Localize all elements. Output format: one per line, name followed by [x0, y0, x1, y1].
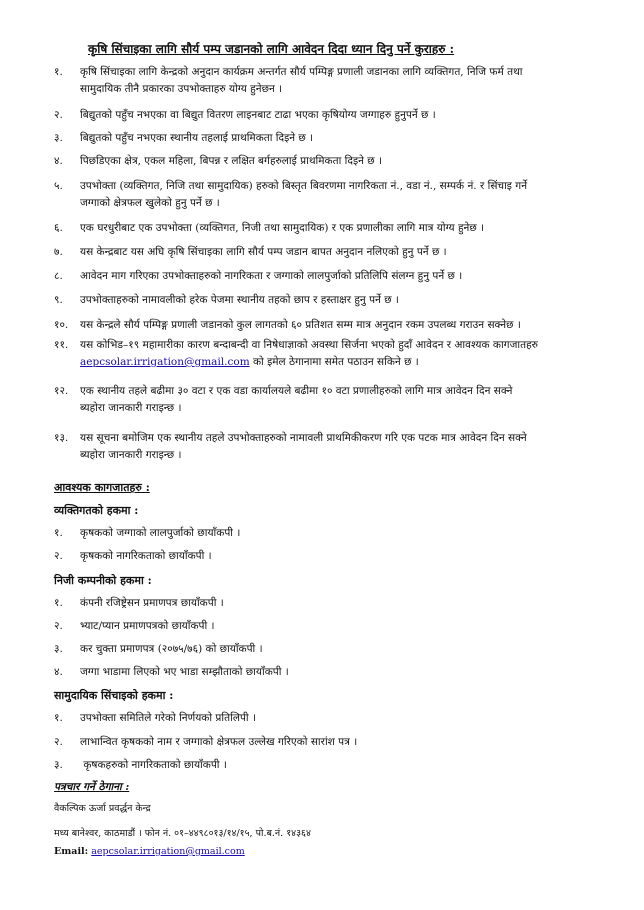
list-item: ३. कर चुक्ता प्रमाणपत्र (२०७५/७६) को छायाँकपी ।	[54, 643, 263, 655]
list-item: १०. यस केन्द्रले सौर्य पम्पिङ्ग प्रणाली जडानको कुल लागतको ६० प्रतिशत सम्म मात्र अनुदान रकम उपलब्ध गराउन सक्नेछ ।	[54, 319, 521, 331]
list-item: ११. यस कोभिड–१९ महामारीका कारण बन्दाबन्दी वा निषेधाज्ञाको अवस्था सिर्जना भएको हुदाँ आवेदन र आवश्यक कागजातहरु aepcsolar.irrigation@gmail.com को इमेल ठेगानामा समेत पठाउन सकिने छ ।	[54, 339, 538, 368]
list-item: २. कृषकको नागरिकताको छायाँकपी ।	[54, 550, 212, 562]
list-item: ९. उपभोक्ताहरुको नामावलीको हरेक पेजमा स्थानीय तहको छाप र हस्ताक्षर हुनु पर्ने छ ।	[54, 294, 399, 306]
contact-heading: पत्रचार गर्ने ठेगाना :	[54, 781, 130, 793]
individual-heading: व्यक्तिगतको हकमा :	[54, 504, 139, 517]
contact-address: मध्य बानेश्वर, काठमाडौं । फोन नं. ०१–४४९८०१३/१४/१५, पो.ब.नं. १४३६४	[54, 828, 311, 839]
list-item: १२. एक स्थानीय तहले बढीमा ३० वटा र एक वडा कार्यालयले बढीमा १० वटा प्रणालीहरुको लागि मात्र आवेदन दिन सक्ने ब्यहोरा जानकारी गराइन्छ ।	[54, 385, 513, 414]
community-heading: सामुदायिक सिंचाइको हकमा :	[54, 689, 174, 702]
list-item: १. कृषकको जग्गाको लालपुर्जाको छायाँकपी ।	[54, 527, 241, 539]
list-item: १३. यस सूचना बमोजिम एक स्थानीय तहले उपभोक्ताहरुको नामावली प्राथमिकीकरण गरि एक पटक मात्र आवेदन दिन सक्ने ब्यहोरा जानकारी गराइन्छ ।	[54, 432, 527, 461]
list-item: ३. बिद्युतको पहुँच नभएका स्थानीय तहलाई प्राथमिकता दिइने छ ।	[54, 132, 314, 144]
list-item: १. कृषि सिंचाइका लागि केन्द्रको अनुदान कार्यक्रम अन्तर्गत सौर्य पम्पिङ्ग प्रणाली जडानका लागि व्यक्तिगत, निजि फर्म तथा सामुदायिक तीनै प्रकारका उपभोक्ताहरु योग्य हुनेछन ।	[54, 66, 523, 95]
email-label: Email:	[54, 846, 89, 857]
list-item: २. लाभान्वित कृषकको नाम र जग्गाको क्षेत्रफल उल्लेख गरिएको सारांश पत्र ।	[54, 736, 358, 748]
list-item: २. बिद्युतको पहुँच नभएका वा बिद्युत वितरण लाइनबाट टाढा भएका कृषियोग्य जग्गाहरु हुनुपर्ने छ ।	[54, 109, 436, 121]
contact-email-line	[54, 846, 245, 857]
private-heading: निजी कम्पनीको हकमा :	[54, 574, 152, 587]
list-item: १. उपभोक्ता समितिले गरेको निर्णयको प्रतिलिपी ।	[54, 712, 256, 724]
page-title: कृषि सिंचाइका लागि सौर्य पम्प जडानको लागि आवेदन दिदा ध्यान दिनु पर्ने कुराहरु :	[88, 42, 455, 56]
email-link[interactable]: aepcsolar.irrigation@gmail.com	[80, 356, 250, 368]
list-item: ३. कृषकहरुको नागरिकताको छायाँकपी ।	[54, 759, 227, 771]
docs-heading: आवश्यक कागजातहरु :	[54, 481, 150, 494]
list-item: ४. जग्गा भाडामा लिएको भए भाडा सम्झौताको छायाँकपी ।	[54, 666, 289, 678]
list-item: २. भ्याट/प्यान प्रमाणपत्रको छायाँकपी ।	[54, 620, 215, 632]
list-item: ७. यस केन्द्रबाट यस अघि कृषि सिंचाइका लागि सौर्य पम्प जडान बापत अनुदान नलिएको हुनु पर्ने छ ।	[54, 246, 447, 258]
list-item: १. कंपनी रजिष्ट्रेसन प्रमाणपत्र छायाँकपी ।	[54, 597, 224, 609]
list-item: ६. एक घरधुरीबाट एक उपभोक्ता (व्यक्तिगत, निजी तथा सामुदायिक) र एक प्रणालीका लागि मात्र योग्य हुनेछ ।	[54, 222, 485, 234]
list-item: ४. पिछडिएका क्षेत्र, एकल महिला, बिपन्न र लक्षित बर्गहरुलाई प्राथमिकता दिइने छ ।	[54, 155, 382, 167]
contact-email-link[interactable]: aepcsolar.irrigation@gmail.com	[91, 846, 245, 857]
list-item: ८. आवेदन माग गरिएका उपभोक्ताहरुको नागरिकता र जग्गाको लालपुर्जाको प्रतिलिपि संलग्न हुनु पर्ने छ ।	[54, 270, 463, 282]
contact-org: वैकल्पिक ऊर्जा प्रवर्द्धन केन्द्र	[54, 803, 151, 814]
list-item: ५. उपभोक्ता (व्यक्तिगत, निजि तथा सामुदायिक) हरुको बिस्तृत बिवरणमा नागरिकता नं., वडा नं., सम्पर्क नं. र सिंचाइ गर्ने जग्गाको क्षेत्रफल खुलेको हुनु पर्ने छ ।	[54, 180, 528, 209]
